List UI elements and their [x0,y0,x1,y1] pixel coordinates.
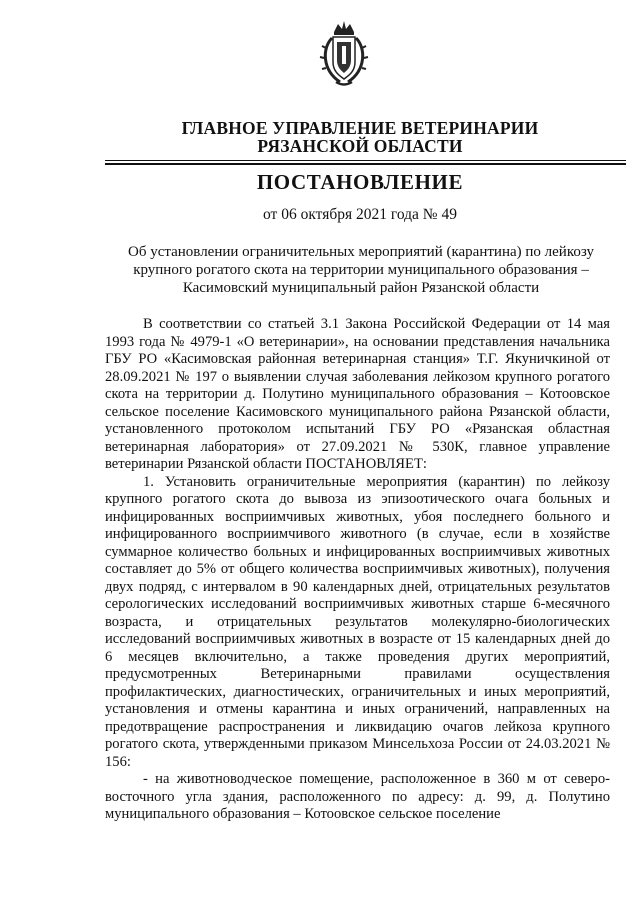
item-1-paragraph: 1. Установить ограничительные мероприятия (карантин) по лейкозу крупного рогатого скота до вывоза из эпизоотического очага больных и инфицированных восприимчивых животных, убоя последнего больного и инфицированного восприимчивого животного (в случае, если в хозяйстве суммарное количество больных и инфицированных восприимчивых животных составляет до 5% от общего количества восприимчивых животных), получения двух подряд, с интервалом в 90 календарных дней, отрицательных результатов серологических исследований восприимчивых животных старше 6-месячного возраста, и отрицательных результатов молекулярно-биологических исследований восприимчивых животных в возрасте от 15 календарных дней до 6 месяцев включительно, а также проведения других мероприятий, предусмотренных Ветеринарными правилами осуществления профилактических, диагностических, ограничительных и иных мероприятий, установления и отмены карантина и иных ограничений, направленных на предотвращение распространения и ликвидацию очагов лейкоза крупного рогатого скота, утвержденными приказом Минсельхоза России от 24.03.2021 № 156: [105,473,610,770]
org-name-line2: РЯЗАНСКОЙ ОБЛАСТИ [257,136,463,156]
document-date-number: от 06 октября 2021 года № 49 [263,206,457,223]
document-body [105,316,610,824]
preamble-paragraph: В соответствии со статьей 3.1 Закона Российской Федерации от 14 мая 1993 года № 4979-1 «О ветеринарии», на основании представления начальника ГБУ РО «Касимовская районная ветеринарная станция» Т.Г. Якуничкиной от 28.09.2021 № 197 о выявлении случая заболевания лейкозом крупного рогатого скота на территории д. Полутино муниципального образования – Котоовское сельское поселение Касимовского муниципального района Рязанской области, установленного протоколом испытаний ГБУ РО «Рязанская областная ветеринарная лаборатория» от 27.09.2021 № 530К, главное управление ветеринарии Рязанской области ПОСТАНОВЛЯЕТ: [105,316,610,472]
header-divider-thin [105,160,626,161]
document-title: ПОСТАНОВЛЕНИЕ [256,170,464,194]
item-1-bullet: - на животноводческое помещение, расположенное в 360 м от северо-восточного угла здания, расположенного по адресу: д. 99, д. Полутино муниципального образования – Котоовское сельское поселение [105,771,610,822]
coat-of-arms-icon [318,18,370,90]
header-divider-thick [105,163,626,165]
document-subject: Об установлении ограничительных мероприятий (карантина) по лейкозу крупного рогатого скота на территории муниципального образования – Касимовский муниципальный район Рязанской области [128,244,594,296]
org-name-line1: ГЛАВНОЕ УПРАВЛЕНИЕ ВЕТЕРИНАРИИ [181,118,539,138]
